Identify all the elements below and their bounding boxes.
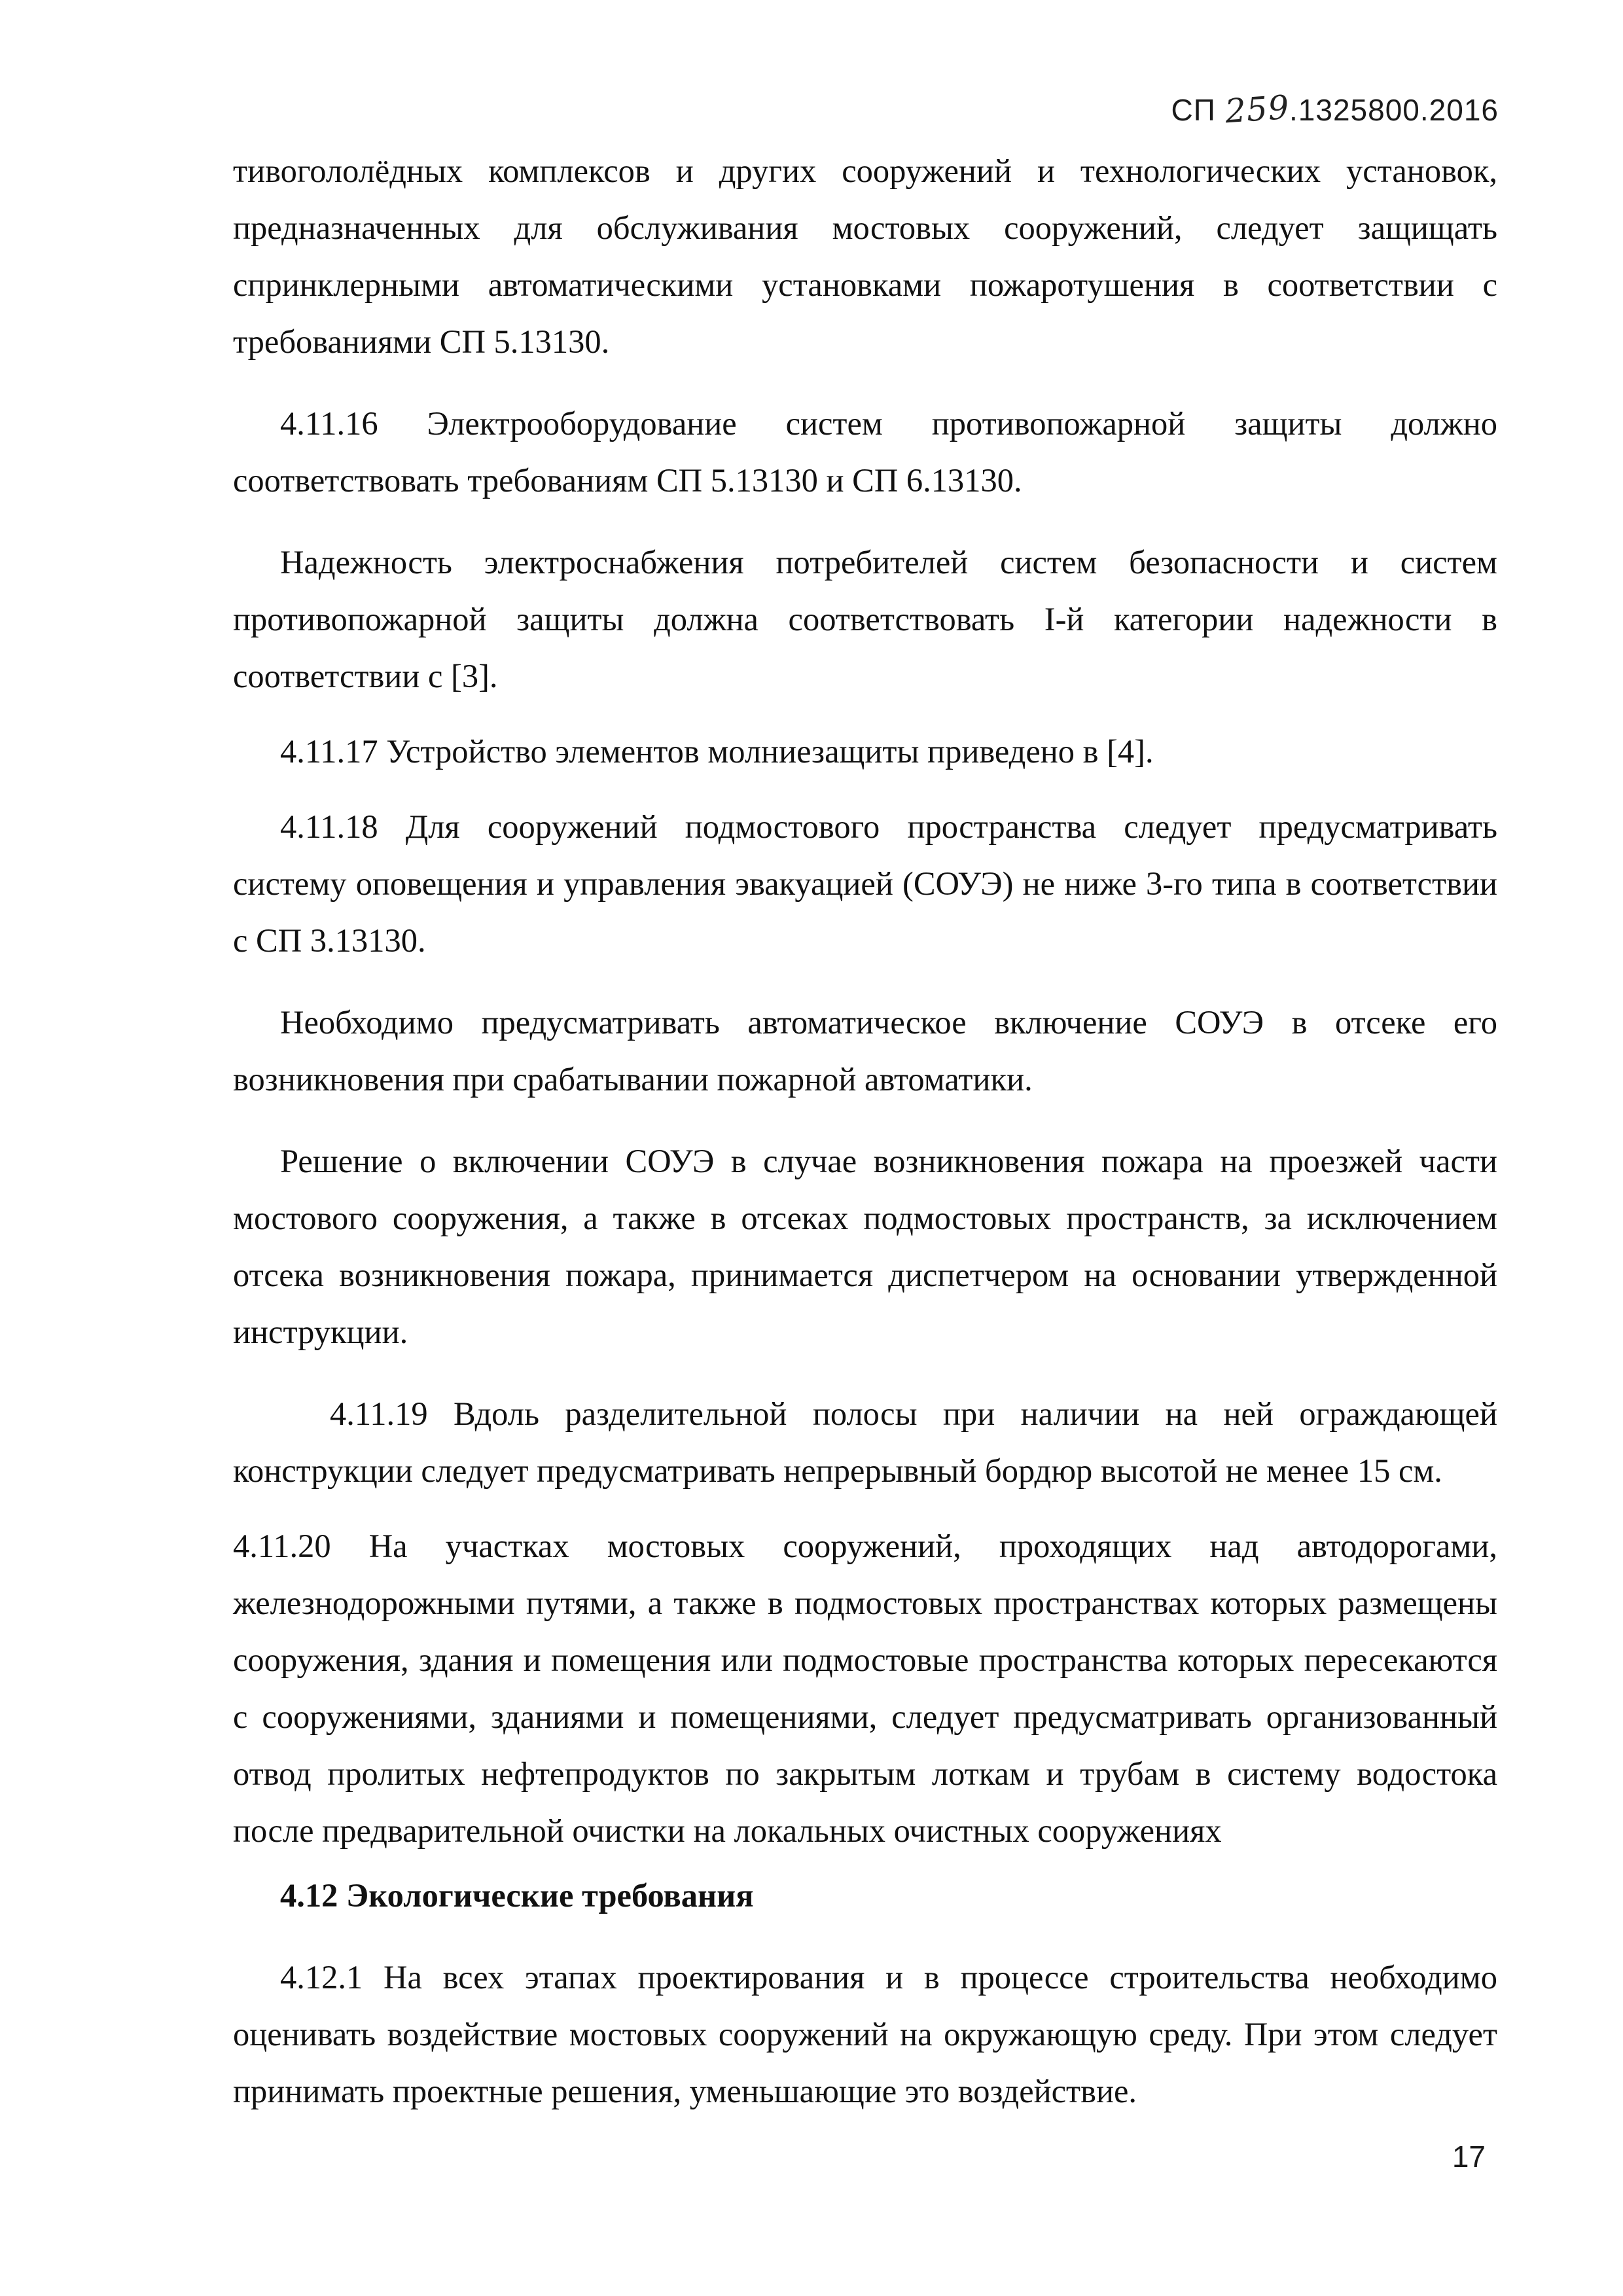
- clause-4-11-16: 4.11.16 Электрооборудование систем противопожарной защиты должно соответствовать требованиям СП 5.13130 и СП 6.13130.: [233, 405, 1497, 499]
- paragraph-power-reliability: Надежность электроснабжения потребителей систем безопасности и систем противопожарной защиты должна соответствовать I-й категории надежности в соответствии с [3].: [233, 544, 1497, 694]
- paragraph-continuation: тивогололёдных комплексов и других сооружений и технологических установок, предназначенных для обслуживания мостовых сооружений, следует защищать спринклерными автоматическими установками пожаротушения в соответствии с требованиями СП 5.13130.: [233, 152, 1497, 360]
- document-body: [233, 143, 1497, 2120]
- clause-4-11-18: 4.11.18 Для сооружений подмостового пространства следует предусматривать систему оповещения и управления эвакуацией (СОУЭ) не ниже 3-го типа в соответствии с СП 3.13130.: [233, 808, 1497, 959]
- clause-4-11-19: 4.11.19 Вдоль разделительной полосы при наличии на ней ограждающей конструкции следует предусматривать непрерывный бордюр высотой не менее 15 см.: [233, 1395, 1497, 1489]
- clause-4-12-1: 4.12.1 На всех этапах проектирования и в процессе строительства необходимо оценивать воздействие мостовых сооружений на окружающую среду. При этом следует принимать проектные решения, уменьшающие это воздействие.: [233, 1959, 1497, 2109]
- paragraph-soue-decision: Решение о включении СОУЭ в случае возникновения пожара на проезжей части мостового сооружения, а также в отсеках подмостовых пространств, за исключением отсека возникновения пожара, принимается диспетчером на основании утвержденной инструкции.: [233, 1143, 1497, 1350]
- handwritten-number: 259: [1223, 88, 1291, 131]
- clause-4-11-20: 4.11.20 На участках мостовых сооружений, проходящих над автодорогами, железнодорожными путями, а также в подмостовых пространствах которых размещены сооружения, здания и помещения или подмостовые пространства которых пересекаются с сооружениями, зданиями и помещениями, следует предусматривать организованный отвод пролитых нефтепродуктов по закрытым лоткам и трубам в систему водостока после предварительной очистки на локальных очистных сооружениях: [233, 1528, 1497, 1849]
- header-suffix: .1325800.2016: [1289, 93, 1499, 127]
- paragraph-soue-auto: Необходимо предусматривать автоматическое включение СОУЭ в отсеке его возникновения при срабатывании пожарной автоматики.: [233, 1004, 1497, 1098]
- document-code-header: [1171, 88, 1499, 131]
- section-heading-4-12: 4.12 Экологические требования: [280, 1877, 754, 1914]
- header-prefix: СП: [1171, 93, 1225, 127]
- clause-4-11-17: 4.11.17 Устройство элементов молниезащиты приведено в [4].: [280, 733, 1154, 770]
- page-number: 17: [1452, 2140, 1486, 2174]
